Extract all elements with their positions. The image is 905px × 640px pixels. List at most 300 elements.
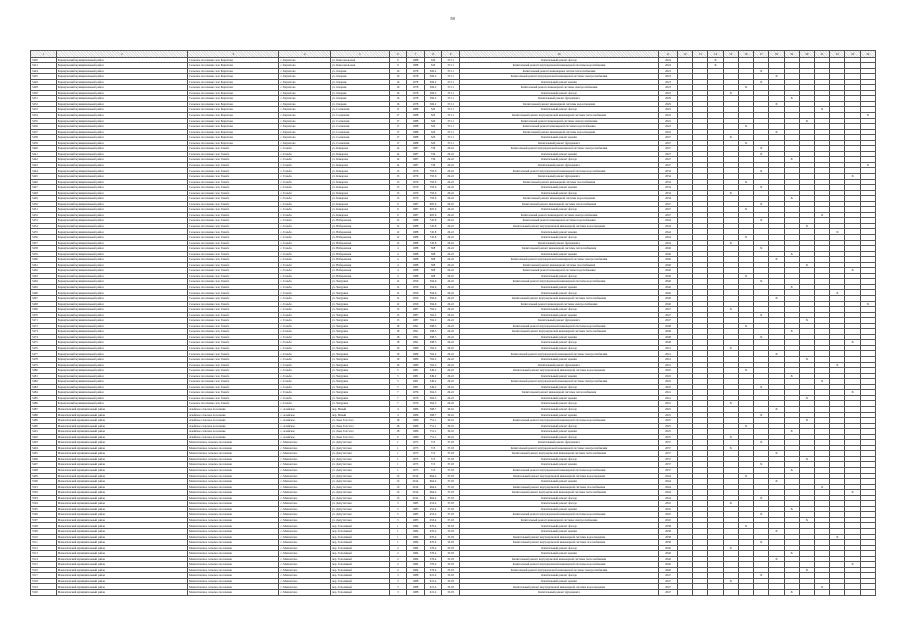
cell-id: 5489 — [31, 418, 57, 424]
cell-yr: 2034 — [659, 185, 678, 191]
cell-sp: Сельское поселение село Бархатово — [188, 90, 279, 96]
cell-d: 30.16 — [442, 434, 460, 440]
cell-mark: X — [754, 384, 769, 390]
cell-sp: Сельское поселение село Гоньба — [188, 268, 279, 274]
cell-loc: с. Алейское — [279, 429, 331, 435]
cell-sp: Мамонтовское сельское поселение — [188, 578, 279, 584]
cell-mark: X — [830, 362, 845, 368]
cell-a: 745.8 — [424, 235, 442, 241]
cell-st: ул. Чепурина — [331, 318, 390, 324]
column-header: 14 — [708, 51, 723, 58]
cell-loc: с. Бархатово — [279, 96, 331, 102]
cell-a: 453.4 — [424, 501, 442, 507]
cell-yr: 2034 — [659, 168, 678, 174]
cell-d: 37.11 — [442, 96, 460, 102]
cell-d: 30.16 — [442, 412, 460, 418]
cell-st: ул. Чепурина — [331, 390, 390, 396]
cell-a: 520 — [424, 135, 442, 141]
cell-d: 29.22 — [442, 179, 460, 185]
cell-mun: Барнаульский муниципальный район — [56, 185, 187, 191]
column-header: 15 — [723, 51, 738, 58]
cell-a: 615.4 — [424, 578, 442, 584]
cell-sp: Мамонтовское сельское поселение — [188, 512, 279, 518]
cell-yr: 2047 — [659, 590, 678, 596]
cell-id: 5439 — [31, 140, 57, 146]
cell-sp: Сельское поселение село Бархатово — [188, 112, 279, 118]
cell-h: 2 — [389, 562, 407, 568]
cell-loc: с. Гоньба — [279, 307, 331, 313]
cell-y: 1984 — [407, 523, 425, 529]
cell-yr: 2040 — [659, 556, 678, 562]
cell-d: 35.03 — [442, 551, 460, 557]
cell-st: ул. Депутатская — [331, 490, 390, 496]
cell-yr: 2044 — [659, 484, 678, 490]
cell-sp: Сельское поселение село Бархатово — [188, 85, 279, 91]
cell-yr: 2044 — [659, 490, 678, 496]
cell-y: 1978 — [407, 96, 425, 102]
cell-id: 5461 — [31, 262, 57, 268]
cell-id: 5519 — [31, 584, 57, 590]
cell-h: 16 — [389, 79, 407, 85]
cell-h: 14 — [389, 146, 407, 152]
cell-st: ул. Чепурина — [331, 373, 390, 379]
cell-mun: Барнаульский муниципальный район — [56, 151, 187, 157]
cell-id: 5517 — [31, 573, 57, 579]
cell-loc: с. Гоньба — [279, 257, 331, 263]
cell-mark: X — [784, 157, 799, 163]
cell-w: Капитальный ремонт внутридомовой инженерной системы теплоснабжения — [459, 556, 658, 562]
cell-h: 9 — [389, 63, 407, 69]
cell-mun: Барнаульский муниципальный район — [56, 240, 187, 246]
cell-d: 29.22 — [442, 284, 460, 290]
cell-mark: X — [784, 506, 799, 512]
cell-mun: Мамонтовский муниципальный район — [56, 556, 187, 562]
cell-loc: с. Гоньба — [279, 218, 331, 224]
cell-yr: 2040 — [659, 296, 678, 302]
column-header: 10 — [459, 51, 658, 58]
cell-id: 5514 — [31, 556, 57, 562]
cell-mun: Барнаульский муниципальный район — [56, 207, 187, 213]
cell-loc: с. Мамонтово — [279, 495, 331, 501]
cell-sp: Алейское сельское поселение — [188, 429, 279, 435]
cell-sp: Сельское поселение село Гоньба — [188, 395, 279, 401]
cell-w: Капитальный ремонт внутридомовой инженерной системы водоснабжения — [459, 467, 658, 473]
cell-mark: X — [799, 517, 814, 523]
cell-mun: Мамонтовский муниципальный район — [56, 406, 187, 412]
cell-st: ул. Озерная — [331, 85, 390, 91]
cell-st: ул. Депутатская — [331, 479, 390, 485]
cell-yr: 2047 — [659, 307, 678, 313]
cell-sp: Сельское поселение село Гоньба — [188, 362, 279, 368]
cell-yr: 2041 — [659, 351, 678, 357]
cell-loc: с. Мамонтово — [279, 501, 331, 507]
cell-d: 37.18 — [442, 501, 460, 507]
cell-mun: Барнаульский муниципальный район — [56, 118, 187, 124]
cell-st: пер. Тополиный — [331, 556, 390, 562]
cell-st: ул. Набережная — [331, 235, 390, 241]
cell-mun: Барнаульский муниципальный район — [56, 201, 187, 207]
cell-w: Капитальный ремонт фасада — [459, 273, 658, 279]
cell-h: 12 — [389, 223, 407, 229]
cell-mun: Барнаульский муниципальный район — [56, 57, 187, 63]
cell-id: 5497 — [31, 462, 57, 468]
cell-w: Капитальный ремонт крыши — [459, 373, 658, 379]
cell-d: 29.22 — [442, 318, 460, 324]
cell-a: 594.6 — [424, 284, 442, 290]
cell-loc: с. Мамонтово — [279, 479, 331, 485]
cell-st: пер. Тополиный — [331, 578, 390, 584]
cell-y: 1975 — [407, 456, 425, 462]
cell-st: ул. Набережная — [331, 273, 390, 279]
cell-h: 14 — [389, 162, 407, 168]
cell-y: 1988 — [407, 112, 425, 118]
cell-mark: X — [769, 257, 784, 263]
cell-mark: X — [754, 462, 769, 468]
cell-mun: Барнаульский муниципальный район — [56, 401, 187, 407]
cell-mun: Барнаульский муниципальный район — [56, 146, 187, 152]
cell-st: ул. Комарова — [331, 146, 390, 152]
cell-h: 17 — [389, 118, 407, 124]
cell-d: 29.22 — [442, 146, 460, 152]
cell-d: 29.22 — [442, 190, 460, 196]
cell-mun: Мамонтовский муниципальный район — [56, 490, 187, 496]
cell-a: 664.4 — [424, 473, 442, 479]
cell-w: Капитальный ремонт фасада — [459, 107, 658, 113]
cell-yr: 2034 — [659, 196, 678, 202]
cell-w: Капитальный ремонт внутридомовой инженерной системы газоснабжения — [459, 484, 658, 490]
cell-y: 1984 — [407, 562, 425, 568]
cell-mun: Барнаульский муниципальный район — [56, 229, 187, 235]
cell-loc: с. Гоньба — [279, 273, 331, 279]
cell-mark: X — [784, 373, 799, 379]
cell-mark: X — [723, 240, 738, 246]
cell-d: 37.18 — [442, 517, 460, 523]
cell-w: Капитальный ремонт фасада — [459, 423, 658, 429]
cell-mark: X — [769, 479, 784, 485]
cell-y: 1978 — [407, 68, 425, 74]
cell-sp: Сельское поселение село Гоньба — [188, 273, 279, 279]
cell-w: Капитальный ремонт внутридомовой инженерной системы электроснабжения — [459, 74, 658, 80]
cell-mun: Барнаульский муниципальный район — [56, 135, 187, 141]
cell-sp: Сельское поселение село Гоньба — [188, 262, 279, 268]
cell-id: 5444 — [31, 168, 57, 174]
cell-h: 3 — [389, 573, 407, 579]
cell-w: Капитальный ремонт внутридомовой инженерной системы теплоснабжения — [459, 451, 658, 457]
cell-mun: Мамонтовский муниципальный район — [56, 467, 187, 473]
cell-loc: с. Гоньба — [279, 251, 331, 257]
cell-y: 1988 — [407, 129, 425, 135]
cell-st: ул. Депутатская — [331, 506, 390, 512]
cell-y: 1988 — [407, 573, 425, 579]
cell-y: 1981 — [407, 384, 425, 390]
cell-y: 1988 — [407, 107, 425, 113]
cell-h: 3 — [389, 584, 407, 590]
cell-mun: Барнаульский муниципальный район — [56, 74, 187, 80]
cell-h: 14 — [389, 157, 407, 163]
cell-st: ул. Солнечная — [331, 135, 390, 141]
cell-st: ул. Чепурина — [331, 362, 390, 368]
cell-h: 1 — [389, 528, 407, 534]
cell-id: 5460 — [31, 257, 57, 263]
cell-loc: с. Мамонтово — [279, 534, 331, 540]
cell-d: 37.18 — [442, 445, 460, 451]
cell-id: 5442 — [31, 157, 57, 163]
table-row — [31, 590, 876, 596]
cell-st: ул. Комарова — [331, 190, 390, 196]
cell-mark: X — [738, 179, 753, 185]
cell-y: 1986 — [407, 418, 425, 424]
cell-yr: 2038 — [659, 540, 678, 546]
cell-loc: с. Гоньба — [279, 384, 331, 390]
cell-a: 368.7 — [424, 412, 442, 418]
cell-id: 5441 — [31, 151, 57, 157]
cell-id: 5478 — [31, 357, 57, 363]
cell-w: Капитальный ремонт крыши — [459, 312, 658, 318]
cell-mark — [769, 590, 784, 596]
cell-id: 5466 — [31, 290, 57, 296]
cell-loc: с. Гоньба — [279, 284, 331, 290]
cell-a: 670.4 — [424, 523, 442, 529]
cell-y: 1987 — [407, 212, 425, 218]
cell-st: ул. Льва Толстого — [331, 418, 390, 424]
cell-d: 29.22 — [442, 257, 460, 263]
cell-sp: Сельское поселение село Бархатово — [188, 63, 279, 69]
cell-st: пер. Тополиный — [331, 534, 390, 540]
cell-st: ул. Чепурина — [331, 296, 390, 302]
cell-mun: Барнаульский муниципальный район — [56, 212, 187, 218]
cell-h: 12 — [389, 284, 407, 290]
cell-st: ул. Льва Толстого — [331, 423, 390, 429]
column-header: 21 — [815, 51, 830, 58]
column-header: 12 — [677, 51, 692, 58]
cell-mark: X — [738, 207, 753, 213]
cell-id: 5458 — [31, 246, 57, 252]
cell-mark: X — [738, 124, 753, 130]
cell-st: ул. Озерная — [331, 96, 390, 102]
cell-d: 29.22 — [442, 251, 460, 257]
cell-sp: Мамонтовское сельское поселение — [188, 440, 279, 446]
cell-w: Капитальный ремонт инженерной системы водоотведения — [459, 196, 658, 202]
cell-y: 1988 — [407, 57, 425, 63]
cell-h: 12 — [389, 301, 407, 307]
cell-d: 35.03 — [442, 590, 460, 596]
cell-id: 5426 — [31, 79, 57, 85]
column-header: 19 — [784, 51, 799, 58]
cell-st: ул. Чепурина — [331, 340, 390, 346]
cell-id: 5420 — [31, 57, 57, 63]
cell-mun: Мамонтовский муниципальный район — [56, 479, 187, 485]
cell-st: ул. Депутатская — [331, 445, 390, 451]
cell-mark: X — [754, 168, 769, 174]
cell-h: 13 — [389, 196, 407, 202]
cell-loc: с. Мамонтово — [279, 473, 331, 479]
cell-yr: 2040 — [659, 562, 678, 568]
cell-sp: Сельское поселение село Гоньба — [188, 257, 279, 263]
cell-h: 4 — [389, 273, 407, 279]
cell-a: 306.2 — [424, 68, 442, 74]
cell-yr: 2038 — [659, 523, 678, 529]
cell-mun: Мамонтовский муниципальный район — [56, 445, 187, 451]
cell-mark: X — [738, 423, 753, 429]
cell-yr: 2047 — [659, 584, 678, 590]
cell-st: ул. Чепурина — [331, 395, 390, 401]
cell-yr: 2038 — [659, 534, 678, 540]
cell-d: 35.03 — [442, 534, 460, 540]
cell-a: 398.5 — [424, 334, 442, 340]
cell-w: Капитальный ремонт внутридомовой инженерной системы электроснабжения — [459, 146, 658, 152]
cell-sp: Сельское поселение село Бархатово — [188, 68, 279, 74]
cell-mark: X — [784, 284, 799, 290]
cell-sp: Сельское поселение село Гоньба — [188, 301, 279, 307]
cell-d: 29.22 — [442, 307, 460, 313]
cell-id: 5459 — [31, 251, 57, 257]
table-body — [31, 57, 876, 595]
cell-loc: с. Гоньба — [279, 334, 331, 340]
cell-y: 1988 — [407, 218, 425, 224]
cell-mark: X — [799, 223, 814, 229]
cell-loc: с. Мамонтово — [279, 562, 331, 568]
cell-w: Капитальный ремонт внутридомовой инженерной системы электроснабжения — [459, 257, 658, 263]
cell-id: 5452 — [31, 212, 57, 218]
cell-a: 605.6 — [424, 201, 442, 207]
cell-mark: X — [784, 329, 799, 335]
cell-yr: 2022 — [659, 118, 678, 124]
cell-w: Капитальный ремонт внутридомовой инженерной системы теплоснабжения — [459, 490, 658, 496]
cell-y: 1981 — [407, 368, 425, 374]
cell-y: 1991 — [407, 334, 425, 340]
cell-st: пер. Новый — [331, 412, 390, 418]
cell-id: 5454 — [31, 223, 57, 229]
cell-sp: Сельское поселение село Бархатово — [188, 118, 279, 124]
cell-id: 5450 — [31, 201, 57, 207]
cell-sp: Сельское поселение село Гоньба — [188, 223, 279, 229]
cell-loc: с. Гоньба — [279, 157, 331, 163]
cell-mun: Барнаульский муниципальный район — [56, 140, 187, 146]
cell-id: 5492 — [31, 434, 57, 440]
cell-w: Капитальный ремонт внутридомовой инженерной системы водоотведения — [459, 473, 658, 479]
cell-a: 713 — [424, 467, 442, 473]
cell-a: 364.3 — [424, 395, 442, 401]
cell-d: 29.22 — [442, 268, 460, 274]
cell-id: 5518 — [31, 578, 57, 584]
cell-a: 308 — [424, 262, 442, 268]
cell-h: 18 — [389, 418, 407, 424]
cell-id: 5493 — [31, 440, 57, 446]
cell-loc: с. Мамонтово — [279, 440, 331, 446]
cell-h: 1 — [389, 467, 407, 473]
cell-h: 4 — [389, 406, 407, 412]
cell-a: 520 — [424, 107, 442, 113]
cell-mun: Барнаульский муниципальный район — [56, 218, 187, 224]
cell-w: Капитальный ремонт инженерной системы водоснабжения — [459, 124, 658, 130]
cell-w: Капитальный ремонт крыши — [459, 528, 658, 534]
cell-w: Капитальный ремонт фундамента — [459, 590, 658, 596]
cell-mark: X — [769, 406, 784, 412]
cell-sp: Мамонтовское сельское поселение — [188, 534, 279, 540]
cell-mark: X — [723, 135, 738, 141]
cell-yr: 2045 — [659, 384, 678, 390]
cell-mun: Барнаульский муниципальный район — [56, 262, 187, 268]
cell-yr: 2044 — [659, 495, 678, 501]
cell-mun: Мамонтовский муниципальный район — [56, 473, 187, 479]
cell-st: ул. Комсомольская — [331, 57, 390, 63]
cell-d: 29.22 — [442, 401, 460, 407]
cell-y: 1986 — [407, 423, 425, 429]
cell-loc: с. Бархатово — [279, 107, 331, 113]
cell-mark: X — [845, 390, 860, 396]
cell-w: Капитальный ремонт внутридомовой инженерной системы электроснабжения — [459, 379, 658, 385]
cell-a: 670.4 — [424, 540, 442, 546]
cell-yr: 2038 — [659, 528, 678, 534]
cell-a: 793.6 — [424, 190, 442, 196]
cell-mark — [860, 590, 875, 596]
cell-mark — [815, 590, 830, 596]
cell-d: 37.18 — [442, 451, 460, 457]
cell-st: ул. Комарова — [331, 168, 390, 174]
cell-st: ул. Депутатская — [331, 456, 390, 462]
cell-yr: 2047 — [659, 312, 678, 318]
cell-yr: 2025 — [659, 412, 678, 418]
cell-d: 29.22 — [442, 168, 460, 174]
cell-loc: с. Гоньба — [279, 196, 331, 202]
cell-w: Капитальный ремонт крыши — [459, 229, 658, 235]
cell-w: Капитальный ремонт крыши — [459, 135, 658, 141]
cell-a: 713 — [424, 456, 442, 462]
cell-h: 1 — [389, 523, 407, 529]
cell-sp: Сельское поселение село Гоньба — [188, 246, 279, 252]
cell-yr: 2025 — [659, 418, 678, 424]
cell-w: Капитальный ремонт фасада — [459, 345, 658, 351]
cell-mun: Барнаульский муниципальный район — [56, 357, 187, 363]
cell-d: 29.22 — [442, 218, 460, 224]
cell-d: 29.22 — [442, 212, 460, 218]
cell-yr: 2040 — [659, 279, 678, 285]
cell-h: 18 — [389, 329, 407, 335]
cell-mun: Барнаульский муниципальный район — [56, 173, 187, 179]
cell-d: 35.03 — [442, 523, 460, 529]
cell-w: Капитальный ремонт крыши — [459, 185, 658, 191]
cell-mark: X — [738, 473, 753, 479]
cell-sp: Мамонтовское сельское поселение — [188, 484, 279, 490]
cell-w: Капитальный ремонт фундамента — [459, 440, 658, 446]
cell-d: 37.11 — [442, 68, 460, 74]
cell-d: 29.22 — [442, 296, 460, 302]
cell-d: 35.03 — [442, 562, 460, 568]
cell-a: 751.1 — [424, 434, 442, 440]
cell-d: 29.22 — [442, 157, 460, 163]
cell-a: 793.6 — [424, 168, 442, 174]
cell-id: 5435 — [31, 118, 57, 124]
cell-mark: X — [784, 429, 799, 435]
cell-mark: X — [769, 129, 784, 135]
cell-mark: X — [815, 107, 830, 113]
cell-mun: Барнаульский муниципальный район — [56, 301, 187, 307]
cell-yr: 2040 — [659, 567, 678, 573]
cell-h: 12 — [389, 229, 407, 235]
cell-d: 30.16 — [442, 418, 460, 424]
cell-w: Капитальный ремонт фундамента — [459, 96, 658, 102]
cell-w: Капитальный ремонт инженерной системы водоотведения — [459, 129, 658, 135]
cell-yr: 2045 — [659, 512, 678, 518]
cell-sp: Сельское поселение село Гоньба — [188, 229, 279, 235]
cell-mun: Барнаульский муниципальный район — [56, 334, 187, 340]
cell-w: Капитальный ремонт внутридомовой инженерной системы водоснабжения — [459, 63, 658, 69]
cell-loc: с. Бархатово — [279, 63, 331, 69]
cell-w: Капитальный ремонт инженерной системы водоснабжения — [459, 268, 658, 274]
cell-a: 308 — [424, 246, 442, 252]
cell-id: 5494 — [31, 445, 57, 451]
cell-y: 1989 — [407, 357, 425, 363]
